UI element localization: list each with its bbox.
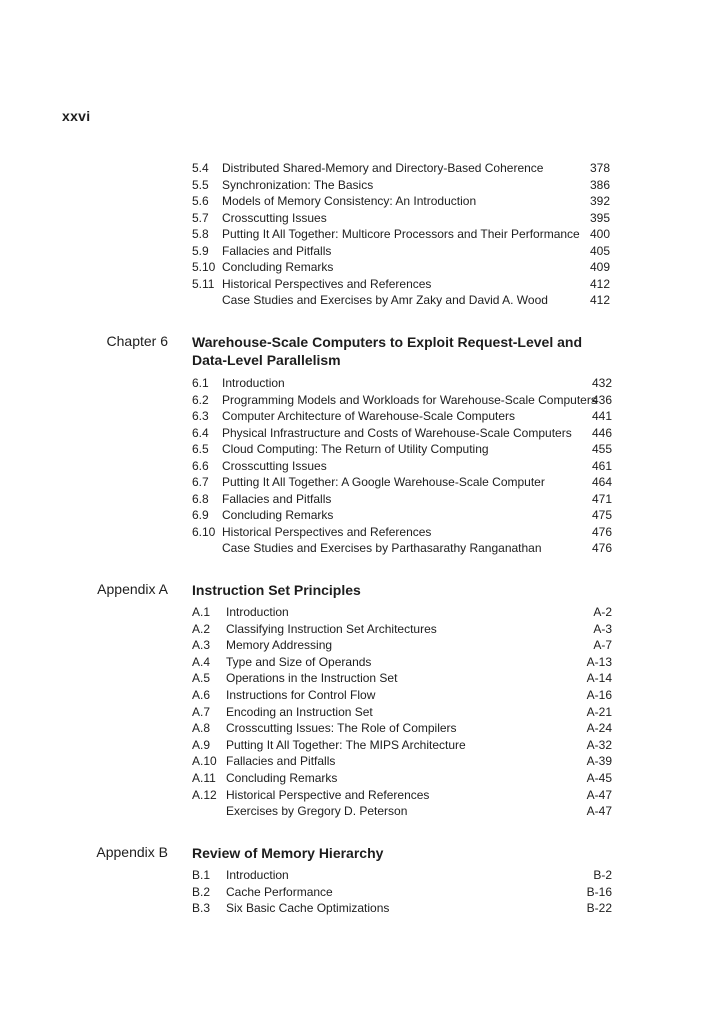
toc-entry bbox=[192, 259, 610, 275]
toc-entry bbox=[192, 160, 610, 176]
section-title: Encoding an Instruction Set bbox=[226, 704, 373, 719]
toc-entry bbox=[192, 524, 612, 540]
page-ref: 392 bbox=[589, 194, 610, 208]
section-title: Concluding Remarks bbox=[222, 508, 334, 522]
section-number: A.1 bbox=[192, 605, 211, 619]
page-ref: A-21 bbox=[586, 704, 612, 719]
toc-entry bbox=[192, 737, 612, 753]
section-title: Crosscutting Issues bbox=[222, 210, 327, 225]
section-number: 5.8 bbox=[192, 227, 209, 241]
page-ref: 436 bbox=[591, 392, 612, 407]
page-ref: 378 bbox=[589, 161, 610, 175]
section-title: Programming Models and Workloads for Warehouse-Scale Computers bbox=[222, 392, 597, 407]
page-number: xxvi bbox=[62, 108, 91, 124]
page-ref: A-2 bbox=[593, 605, 612, 619]
section-number: A.7 bbox=[192, 704, 211, 719]
section-title: Cloud Computing: The Return of Utility Computing bbox=[222, 442, 489, 456]
page-ref: 386 bbox=[589, 177, 610, 192]
section-title: Crosscutting Issues: The Role of Compilers bbox=[226, 721, 457, 736]
section-number: A.3 bbox=[192, 638, 211, 653]
toc-entry bbox=[192, 637, 612, 653]
section-title: Putting It All Together: The MIPS Architecture bbox=[226, 737, 466, 752]
section-number: 6.2 bbox=[192, 392, 209, 407]
section-title: Memory Addressing bbox=[226, 638, 333, 653]
page-ref: A-39 bbox=[586, 754, 612, 769]
section-number: A.8 bbox=[192, 721, 211, 736]
section-title: Computer Architecture of Warehouse-Scale Computers bbox=[222, 409, 516, 423]
section-number: B.2 bbox=[192, 884, 211, 899]
page-ref: 400 bbox=[589, 227, 610, 241]
section-title: Type and Size of Operands bbox=[226, 654, 372, 669]
section-title: Distributed Shared-Memory and Directory-Based Coherence bbox=[222, 161, 544, 175]
section-title: Historical Perspective and References bbox=[226, 787, 430, 802]
page-ref: A-32 bbox=[586, 737, 612, 752]
section-title: Synchronization: The Basics bbox=[222, 177, 374, 192]
toc-entry bbox=[192, 210, 610, 226]
section-title: Introduction bbox=[226, 868, 289, 882]
toc-entry bbox=[192, 243, 610, 259]
section-number: A.4 bbox=[192, 654, 211, 669]
toc-entry bbox=[192, 392, 612, 408]
section-number: 6.4 bbox=[192, 425, 209, 440]
page-ref: A-45 bbox=[586, 771, 612, 785]
section-number: A.6 bbox=[192, 688, 211, 702]
page-ref: A-7 bbox=[593, 638, 612, 653]
section-number: B.1 bbox=[192, 868, 211, 882]
toc-entry bbox=[192, 177, 610, 193]
appendix-a-label: Appendix A bbox=[97, 581, 168, 597]
toc-entry bbox=[192, 375, 612, 391]
section-title: Fallacies and Pitfalls bbox=[226, 754, 336, 769]
page-ref: A-3 bbox=[593, 621, 612, 636]
section-number: A.2 bbox=[192, 621, 211, 636]
toc-entry bbox=[192, 292, 610, 308]
appendix-b-title: Review of Memory Hierarchy bbox=[192, 845, 384, 861]
toc-entry bbox=[192, 704, 612, 720]
section-title: Putting It All Together: A Google Warehouse-Scale Computer bbox=[222, 475, 545, 489]
section-number: 6.9 bbox=[192, 508, 209, 522]
page-ref: A-47 bbox=[586, 804, 612, 819]
section-title: Classifying Instruction Set Architectures bbox=[226, 621, 437, 636]
section-number: 6.5 bbox=[192, 442, 209, 456]
toc-entry bbox=[192, 193, 610, 209]
section-title: Instructions for Control Flow bbox=[226, 688, 376, 702]
toc-entry bbox=[192, 654, 612, 670]
page-ref: 405 bbox=[589, 243, 610, 258]
chapter6-label: Chapter 6 bbox=[106, 333, 168, 349]
page-ref: A-14 bbox=[586, 671, 612, 686]
toc-entry bbox=[192, 753, 612, 769]
section-title: Six Basic Cache Optimizations bbox=[226, 901, 390, 915]
page-ref: 461 bbox=[591, 458, 612, 473]
page-ref: 476 bbox=[591, 524, 612, 539]
chapter6-title-line2: Data-Level Parallelism bbox=[192, 352, 341, 368]
page-ref: B-16 bbox=[586, 884, 612, 899]
page-ref: 446 bbox=[591, 425, 612, 440]
toc-entry bbox=[192, 687, 612, 703]
toc-entry bbox=[192, 720, 612, 736]
section-number: 6.8 bbox=[192, 491, 209, 506]
toc-entry bbox=[192, 408, 612, 424]
section-title: Historical Perspectives and References bbox=[222, 524, 432, 539]
section-number: 5.6 bbox=[192, 194, 209, 208]
section-title: Operations in the Instruction Set bbox=[226, 671, 398, 686]
section-number: 5.4 bbox=[192, 161, 209, 175]
toc-entry bbox=[192, 276, 610, 292]
section-title: Crosscutting Issues bbox=[222, 458, 327, 473]
page-ref: 412 bbox=[589, 293, 610, 307]
section-title: Models of Memory Consistency: An Introduction bbox=[222, 194, 477, 208]
page-ref: 409 bbox=[589, 260, 610, 274]
section-title: Physical Infrastructure and Costs of Warehouse-Scale Computers bbox=[222, 425, 572, 440]
toc-entry bbox=[192, 787, 612, 803]
section-title: Fallacies and Pitfalls bbox=[222, 491, 332, 506]
toc-entry bbox=[192, 425, 612, 441]
section-number: 5.7 bbox=[192, 210, 209, 225]
section-title: Fallacies and Pitfalls bbox=[222, 243, 332, 258]
toc-entry bbox=[192, 621, 612, 637]
appendix-b-label: Appendix B bbox=[96, 844, 168, 860]
toc-entry bbox=[192, 491, 612, 507]
section-title: Case Studies and Exercises by Parthasarathy Ranganathan bbox=[222, 541, 542, 555]
section-title: Introduction bbox=[222, 376, 285, 390]
section-number: 6.7 bbox=[192, 475, 209, 489]
section-title: Exercises by Gregory D. Peterson bbox=[226, 804, 408, 819]
page-ref: 412 bbox=[589, 276, 610, 291]
toc-entry bbox=[192, 540, 612, 556]
section-number: 5.11 bbox=[192, 276, 215, 291]
page-ref: 395 bbox=[589, 210, 610, 225]
section-number: A.9 bbox=[192, 737, 211, 752]
page-ref: A-13 bbox=[586, 654, 612, 669]
section-title: Cache Performance bbox=[226, 884, 333, 899]
page-ref: 471 bbox=[591, 491, 612, 506]
section-title: Putting It All Together: Multicore Processors and Their Performance bbox=[222, 227, 580, 241]
toc-entry bbox=[192, 507, 612, 523]
appendix-a-title: Instruction Set Principles bbox=[192, 582, 361, 598]
page-ref: 464 bbox=[591, 475, 612, 489]
section-title: Case Studies and Exercises by Amr Zaky and David A. Wood bbox=[222, 293, 548, 307]
section-number: B.3 bbox=[192, 901, 211, 915]
page-ref: B-22 bbox=[586, 901, 612, 915]
section-number: A.5 bbox=[192, 671, 211, 686]
section-number: 6.10 bbox=[192, 524, 216, 539]
toc-entry bbox=[192, 900, 612, 916]
chapter6-title-line1: Warehouse-Scale Computers to Exploit Request-Level and bbox=[192, 334, 583, 350]
section-number: A.10 bbox=[192, 754, 217, 769]
section-number: 6.3 bbox=[192, 409, 209, 423]
page-ref: 432 bbox=[591, 376, 612, 390]
section-title: Introduction bbox=[226, 605, 289, 619]
section-number: 5.5 bbox=[192, 177, 209, 192]
section-number: 6.6 bbox=[192, 458, 209, 473]
section-number: A.11 bbox=[192, 771, 216, 785]
page-ref: A-24 bbox=[586, 721, 612, 736]
page-ref: 475 bbox=[591, 508, 612, 522]
section-number: A.12 bbox=[192, 787, 217, 802]
toc-entry bbox=[192, 884, 612, 900]
section-number: 5.10 bbox=[192, 260, 216, 274]
page-ref: 476 bbox=[591, 541, 612, 555]
page-ref: 455 bbox=[591, 442, 612, 456]
toc-entry bbox=[192, 226, 610, 242]
section-number: 6.1 bbox=[192, 376, 209, 390]
toc-entry bbox=[192, 803, 612, 819]
section-title: Historical Perspectives and References bbox=[222, 276, 432, 291]
toc-entry bbox=[192, 867, 612, 883]
toc-entry bbox=[192, 458, 612, 474]
toc-entry bbox=[192, 770, 612, 786]
section-title: Concluding Remarks bbox=[226, 771, 338, 785]
page-ref: 441 bbox=[591, 409, 612, 423]
toc-entry bbox=[192, 604, 612, 620]
section-number: 5.9 bbox=[192, 243, 209, 258]
toc-entry bbox=[192, 474, 612, 490]
toc-entry bbox=[192, 670, 612, 686]
section-title: Concluding Remarks bbox=[222, 260, 334, 274]
page-ref: B-2 bbox=[593, 868, 612, 882]
page-ref: A-47 bbox=[586, 787, 612, 802]
page-ref: A-16 bbox=[586, 688, 612, 702]
toc-entry bbox=[192, 441, 612, 457]
